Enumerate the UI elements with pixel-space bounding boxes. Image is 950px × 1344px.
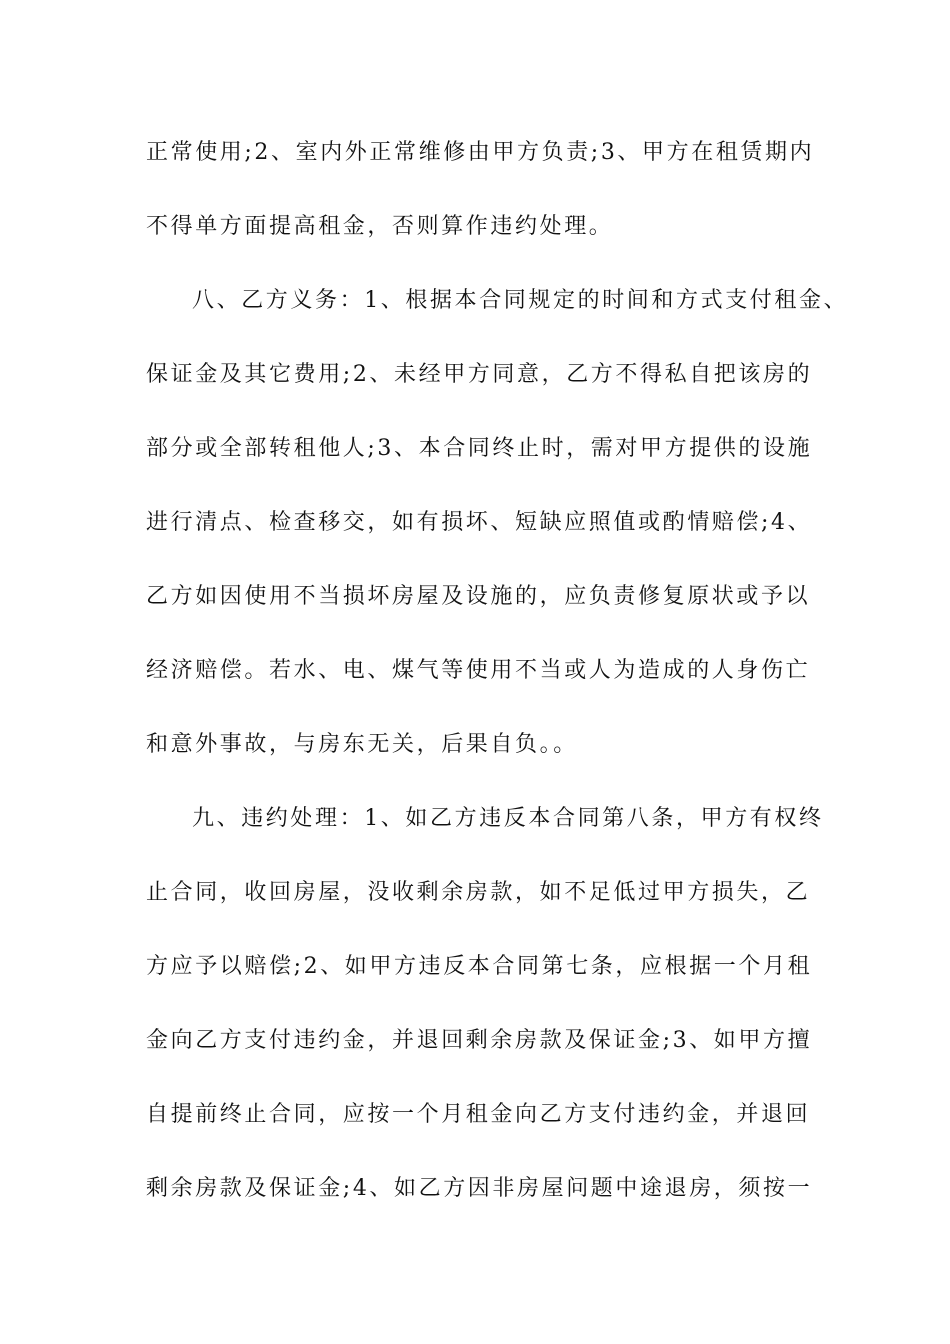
text-line: 乙方如因使用不当损坏房屋及设施的，应负责修复原状或予以: [146, 584, 811, 609]
text-line: 和意外事故，与房东无关，后果自负。。: [146, 732, 578, 757]
text-line: 正常使用;2、室内外正常维修由甲方负责;3、甲方在租赁期内: [146, 140, 815, 165]
text-line: 部分或全部转租他人;3、本合同终止时，需对甲方提供的设施: [146, 436, 813, 461]
text-line: 金向乙方支付违约金，并退回剩余房款及保证金;3、如甲方擅: [146, 1028, 813, 1053]
text-line: 进行清点、检查移交，如有损坏、短缺应照值或酌情赔偿;4、: [146, 510, 813, 535]
text-line: 经济赔偿。若水、电、煤气等使用不当或人为造成的人身伤亡: [146, 658, 811, 683]
text-line: 剩余房款及保证金;4、如乙方因非房屋问题中途退房，须按一: [146, 1176, 813, 1201]
text-line: 不得单方面提高租金，否则算作违约处理。: [146, 214, 614, 239]
clause-nine-heading-line: 九、违约处理：1、如乙方违反本合同第八条，甲方有权终: [192, 806, 824, 831]
text-line: 自提前终止合同，应按一个月租金向乙方支付违约金，并退回: [146, 1102, 811, 1127]
text-line: 方应予以赔偿;2、如甲方违反本合同第七条，应根据一个月租: [146, 954, 813, 979]
text-line: 保证金及其它费用;2、未经甲方同意，乙方不得私自把该房的: [146, 362, 813, 387]
clause-eight-heading-line: 八、乙方义务：1、根据本合同规定的时间和方式支付租金、: [192, 288, 849, 313]
contract-text: [146, 128, 849, 1238]
text-line: 止合同，收回房屋，没收剩余房款，如不足低过甲方损失，乙: [146, 880, 811, 905]
